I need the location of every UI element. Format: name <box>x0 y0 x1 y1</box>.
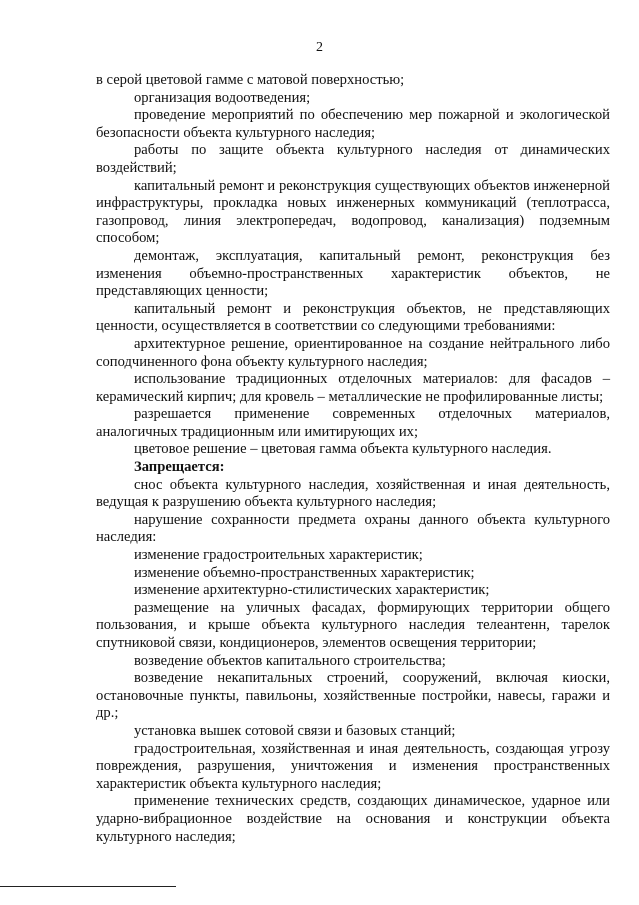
paragraph: в серой цветовой гамме с матовой поверхностью; <box>96 72 405 88</box>
paragraph: архитектурное решение, ориентированное на создание нейтрального либо соподчиненного фона объекту культурного наследия; <box>96 335 610 370</box>
paragraph: нарушение сохранности предмета охраны данного объекта культурного наследия: <box>96 511 610 546</box>
paragraph: возведение некапитальных строений, сооружений, включая киоски, остановочные пункты, павильоны, хозяйственные постройки, навесы, гаражи и др.; <box>96 670 610 722</box>
paragraph: изменение градостроительных характеристик; <box>134 547 423 564</box>
document-body <box>96 72 610 846</box>
paragraph: капитальный ремонт и реконструкция объектов, не представляющих ценности, осуществляется в соответствии со следующими требованиями: <box>96 300 610 335</box>
paragraph: изменение объемно-пространственных характеристик; <box>134 564 475 581</box>
paragraph: разрешается применение современных отделочных материалов, аналогичных традиционным или имитирующих их; <box>96 406 610 440</box>
footer-rule <box>0 886 176 887</box>
paragraph: снос объекта культурного наследия, хозяйственная и иная деятельность, ведущая к разрушению объекта культурного наследия; <box>96 476 610 511</box>
paragraph: демонтаж, эксплуатация, капитальный ремонт, реконструкция без изменения объемно-пространственных характеристик объектов, не представляющих ценности; <box>96 247 610 300</box>
paragraph: проведение мероприятий по обеспечению мер пожарной и экологической безопасности объекта культурного наследия; <box>96 107 610 141</box>
paragraph: применение технических средств, создающих динамическое, ударное или ударно-вибрационное воздействие на основания и конструкции объекта культурного наследия; <box>96 793 610 845</box>
paragraph: цветовое решение – цветовая гамма объекта культурного наследия. <box>134 441 552 458</box>
paragraph: работы по защите объекта культурного наследия от динамических воздействий; <box>96 142 610 176</box>
paragraph: использование традиционных отделочных материалов: для фасадов – керамический кирпич; для кровель – металлические не профилированные листы; <box>96 371 610 405</box>
paragraph: размещение на уличных фасадах, формирующих территории общего пользования, и крыше объекта культурного наследия телеантенн, тарелок спутниковой связи, кондиционеров, элементов освещения территории; <box>96 599 610 651</box>
paragraph: установка вышек сотовой связи и базовых станций; <box>134 722 456 739</box>
page-number: 2 <box>316 40 323 55</box>
paragraph: капитальный ремонт и реконструкция существующих объектов инженерной инфраструктуры, прокладка новых инженерных коммуникаций (теплотрасса, газопровод, линия электропередач, водопровод, канализация) подземным способом; <box>96 177 610 247</box>
section-heading: Запрещается: <box>134 459 225 476</box>
paragraph: изменение архитектурно-стилистических характеристик; <box>134 582 490 599</box>
paragraph: организация водоотведения; <box>134 89 311 106</box>
paragraph: возведение объектов капитального строительства; <box>134 652 446 669</box>
paragraph: градостроительная, хозяйственная и иная деятельность, создающая угрозу повреждения, разрушения, уничтожения и изменения пространственных характеристик объекта культурного наследия; <box>96 740 610 792</box>
